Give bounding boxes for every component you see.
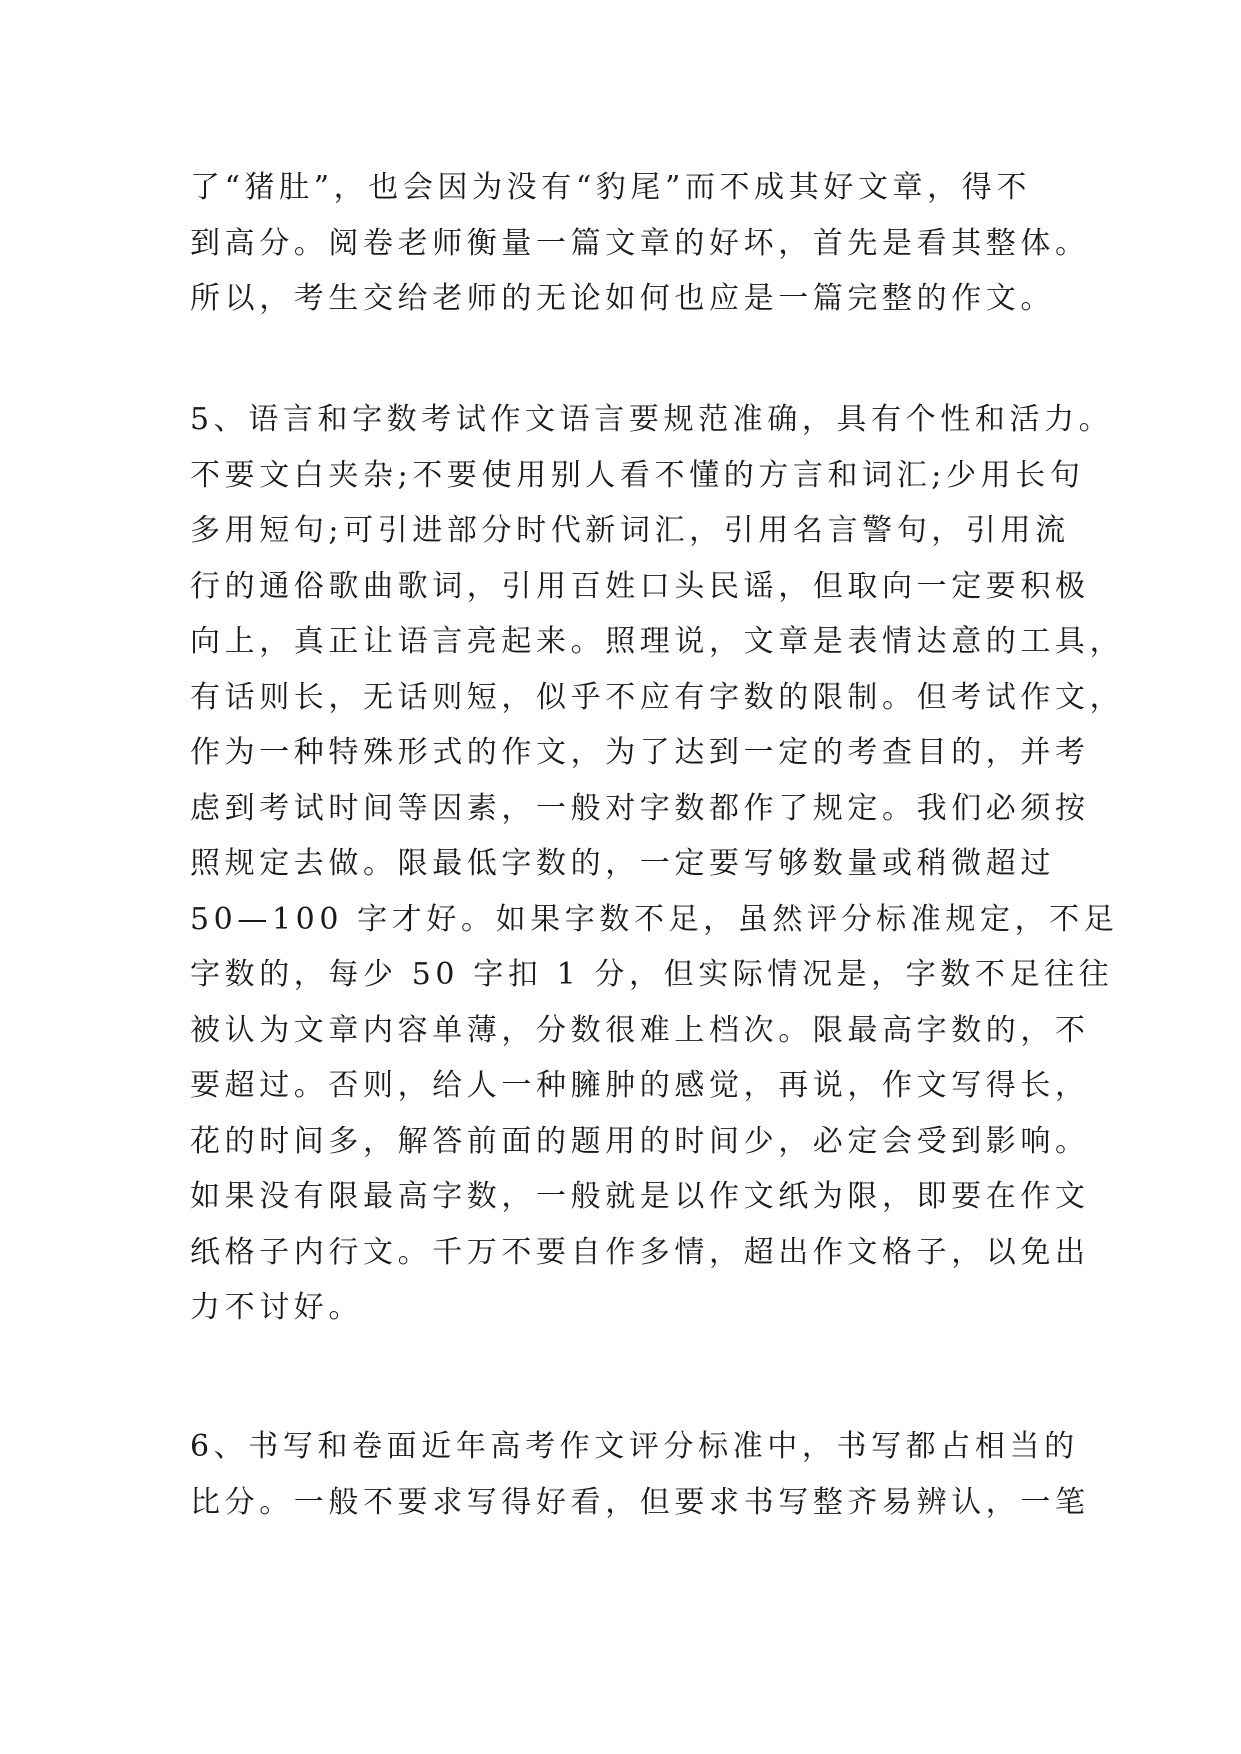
text-line: 照规定去做。限最低字数的，一定要写够数量或稍微超过: [190, 846, 1055, 881]
text-line: 多用短句;可引进部分时代新词汇，引用名言警句，引用流: [190, 513, 1070, 548]
text-line: 所以，考生交给老师的无论如何也应是一篇完整的作文。: [190, 281, 1055, 316]
text-line: 被认为文章内容单薄，分数很难上档次。限最高字数的，不: [190, 1012, 1090, 1048]
paragraph-2: [190, 392, 1125, 1336]
text-line: 力不讨好。: [190, 1290, 363, 1325]
text-line: 如果没有限最高字数，一般就是以作文纸为限，即要在作文: [190, 1179, 1090, 1214]
text-line: 向上，真正让语言亮起来。照理说，文章是表情达意的工具，: [190, 624, 1125, 659]
text-line: 花的时间多，解答前面的题用的时间少，必定会受到影响。: [190, 1123, 1090, 1159]
text-line: 有话则长，无话则短，似乎不应有字数的限制。但考试作文，: [190, 679, 1125, 715]
text-line: 字数的，每少 50 字扣 1 分，但实际情况是，字数不足往往: [190, 957, 1114, 992]
text-line: 到高分。阅卷老师衡量一篇文章的好坏，首先是看其整体。: [190, 225, 1090, 261]
text-line: 虑到考试时间等因素，一般对字数都作了规定。我们必须按: [190, 790, 1090, 826]
text-line: 比分。一般不要求写得好看，但要求书写整齐易辨认，一笔: [190, 1484, 1090, 1520]
text-line: 5、语言和字数考试作文语言要规范准确，具有个性和活力。: [190, 402, 1114, 437]
text-line: 纸格子内行文。千万不要自作多情，超出作文格子，以免出: [190, 1234, 1090, 1270]
paragraph-1: [190, 160, 1090, 327]
text-line: 50—100 字才好。如果字数不足，虽然评分标准规定，不足: [190, 901, 1119, 937]
text-line: 6、书写和卷面近年高考作文评分标准中，书写都占相当的: [190, 1429, 1079, 1464]
text-line: 行的通俗歌曲歌词，引用百姓口头民谣，但取向一定要积极: [190, 568, 1090, 604]
paragraph-3: [190, 1419, 1090, 1530]
text-line: 要超过。否则，给人一种臃肿的感觉，再说，作文写得长，: [190, 1068, 1090, 1103]
text-line: 不要文白夹杂;不要使用别人看不懂的方言和词汇;少用长句: [190, 457, 1085, 493]
text-line: 了“猪肚”，也会因为没有“豹尾”而不成其好文章，得不: [190, 170, 1031, 205]
text-line: 作为一种特殊形式的作文，为了达到一定的考查目的，并考: [190, 735, 1090, 770]
